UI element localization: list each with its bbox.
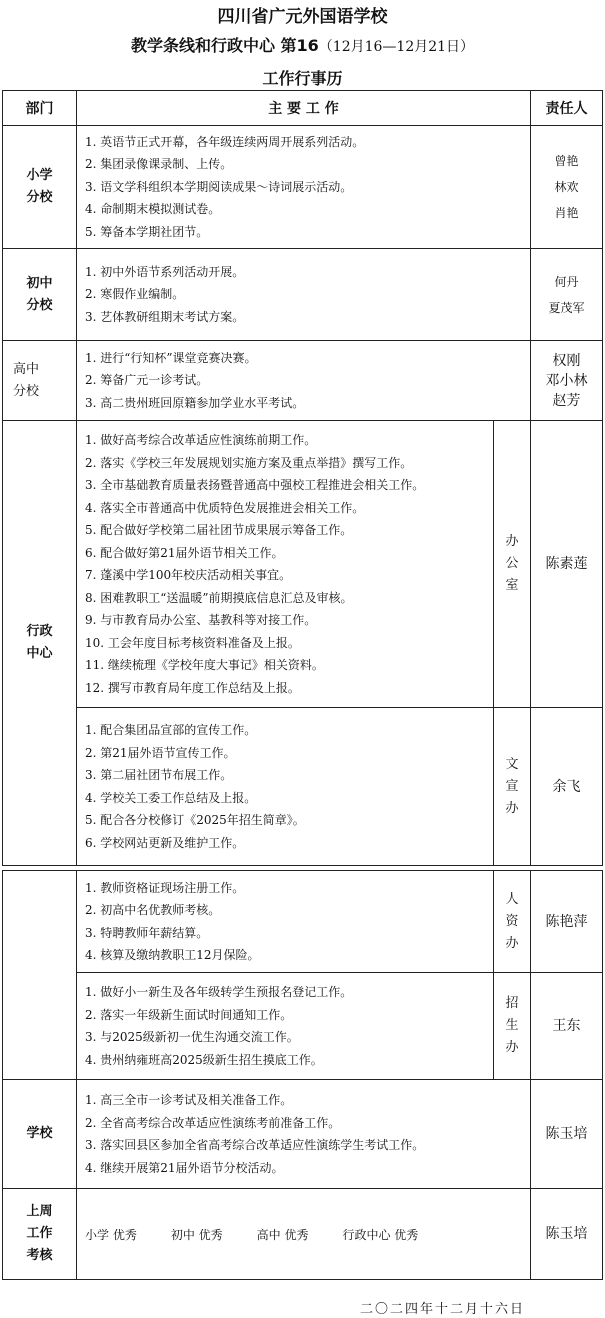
list-item: 3. 特聘教师年薪结算。 (85, 925, 209, 940)
primary-items-cell (76, 125, 531, 249)
admissions-items-cell (76, 972, 494, 1080)
review-result: 高中 优秀 (256, 1227, 309, 1242)
footer-date: 二〇二四年十二月十六日 (360, 1302, 526, 1317)
publicity-items-cell (76, 707, 494, 866)
title-main: 教学条线和行政中心 第16 (130, 36, 319, 55)
publicity-items (77, 719, 305, 854)
list-item: 3. 语文学科组织本学期阅读成果～诗词展示活动。 (85, 179, 353, 194)
office-items-cell (76, 420, 494, 708)
dept-primary (2, 125, 77, 249)
owner-name: 赵芳 (552, 392, 581, 409)
list-item: 11. 继续梳理《学校年度大事记》相关资料。 (85, 658, 324, 672)
review-results (76, 1188, 531, 1280)
senior-items (77, 347, 304, 415)
junior-items-cell (76, 248, 531, 341)
publicity-owner: 余飞 (530, 707, 603, 866)
list-item: 3. 高二贵州班回原籍参加学业水平考试。 (85, 395, 305, 410)
list-item: 3. 与2025级新初一优生沟通交流工作。 (85, 1030, 299, 1044)
list-item: 5. 配合各分校修订《2025年招生简章》。 (85, 813, 305, 827)
list-item: 1. 做好小一新生及各年级转学生预报名登记工作。 (85, 985, 353, 999)
list-item: 3. 艺体教研组期末考试方案。 (85, 309, 245, 324)
admissions-owner: 王东 (530, 972, 603, 1080)
school-name: 四川省广元外国语学校 (217, 7, 388, 27)
list-item: 6. 学校网站更新及维护工作。 (85, 835, 245, 850)
owner-name: 夏茂军 (548, 300, 585, 315)
school-owner: 陈玉培 (530, 1079, 603, 1189)
list-item: 2. 初高中名优教师考核。 (85, 903, 221, 917)
list-item: 4. 贵州纳雍班高2025级新生招生摸底工作。 (85, 1052, 323, 1067)
junior-items (77, 261, 244, 329)
list-item: 5. 筹备本学期社团节。 (85, 224, 209, 239)
list-item: 1. 英语节正式开幕，各年级连续两周开展系列活动。 (85, 134, 365, 149)
hr-subdept (493, 870, 531, 973)
owner-name: 林欢 (554, 180, 579, 194)
list-item: 1. 做好高考综合改革适应性演练前期工作。 (85, 433, 317, 447)
list-item: 2. 集团录像课录制、上传。 (85, 157, 233, 172)
list-item: 8. 困难教职工“送温暖”前期摸底信息汇总及审核。 (85, 590, 353, 605)
list-item: 4. 学校关工委工作总结及上报。 (85, 790, 257, 805)
admissions-subdept (493, 972, 531, 1080)
list-item: 1. 进行“行知杯”课堂竞赛决赛。 (85, 350, 257, 365)
publicity-subdept (493, 707, 531, 866)
office-owner: 陈素莲 (530, 420, 603, 708)
document-subtitle: 工作行事历 (262, 69, 343, 88)
dept-review (2, 1188, 77, 1280)
owner-name: 肖艳 (554, 206, 579, 220)
hr-items (77, 877, 260, 967)
owner-name: 曾艳 (554, 154, 579, 168)
dept-junior-label: 初中分校 (26, 275, 53, 313)
list-item: 7. 蓬溪中学100年校庆活动相关事宜。 (85, 568, 292, 582)
review-result: 行政中心 优秀 (342, 1227, 419, 1242)
list-item: 3. 全市基础教育质量表扬暨普通高中强校工程推进会相关工作。 (85, 478, 425, 492)
school-items-cell (76, 1079, 531, 1189)
dept-senior-label: 高中分校 (13, 361, 40, 399)
hr-items-cell (76, 870, 494, 973)
review-result: 小学 优秀 (85, 1227, 137, 1242)
office-label: 办公室 (505, 534, 519, 593)
list-item: 12. 撰写市教育局年度工作总结及上报。 (85, 680, 300, 695)
list-item: 1. 高三全市一诊考试及相关准备工作。 (85, 1093, 293, 1107)
list-item: 2. 落实《学校三年发展规划实施方案及重点举措》撰写工作。 (85, 455, 413, 470)
office-subdept (493, 420, 531, 708)
dept-admin-continued (2, 870, 77, 1080)
list-item: 4. 命制期末模拟测试卷。 (85, 202, 221, 217)
review-result: 初中 优秀 (170, 1227, 223, 1242)
dept-admin-label: 行政中心 (26, 624, 53, 661)
hr-label: 人资办 (505, 891, 519, 951)
senior-owners (530, 340, 603, 421)
list-item: 1. 教师资格证现场注册工作。 (85, 880, 245, 895)
admissions-label: 招生办 (505, 996, 519, 1055)
owner-name: 何丹 (554, 274, 579, 289)
list-item: 6. 配合做好第21届外语节相关工作。 (85, 545, 284, 560)
list-item: 1. 配合集团品宣部的宣传工作。 (85, 723, 257, 737)
dept-junior (2, 248, 77, 341)
document-title (0, 33, 605, 56)
list-item: 3. 落实回县区参加全省高考综合改革适应性演练学生考试工作。 (85, 1138, 425, 1152)
list-item: 2. 寒假作业编制。 (85, 287, 185, 302)
owner-name: 邓小林 (545, 372, 588, 389)
col-header-dept: 部门 (2, 90, 77, 126)
dept-review-label: 上周工作考核 (26, 1204, 53, 1263)
list-item: 4. 核算及缴纳教职工12月保险。 (85, 948, 260, 962)
list-item: 2. 第21届外语节宣传工作。 (85, 745, 236, 760)
senior-items-cell (76, 340, 531, 421)
dept-primary-label: 小学分校 (26, 168, 53, 205)
hr-owner: 陈艳萍 (530, 870, 603, 973)
list-item: 4. 继续开展第21届外语节分校活动。 (85, 1160, 284, 1175)
title-dates: （12月16—12月21日） (318, 39, 475, 55)
list-item: 1. 初中外语节系列活动开展。 (85, 264, 245, 279)
primary-items (77, 131, 364, 244)
list-item: 9. 与市教育局办公室、基教科等对接工作。 (85, 613, 317, 627)
primary-owners (530, 125, 603, 249)
list-item: 2. 全省高考综合改革适应性演练考前准备工作。 (85, 1115, 341, 1130)
list-item: 4. 落实全市普通高中优质特色发展推进会相关工作。 (85, 500, 365, 515)
list-item: 5. 配合做好学校第二届社团节成果展示筹备工作。 (85, 523, 353, 537)
list-item: 2. 筹备广元一诊考试。 (85, 373, 209, 388)
dept-senior (2, 340, 77, 421)
junior-owners (530, 248, 603, 341)
col-header-content: 主 要 工 作 (76, 90, 531, 126)
list-item: 2. 落实一年级新生面试时间通知工作。 (85, 1007, 293, 1022)
dept-school: 学校 (2, 1079, 77, 1189)
owner-name: 权刚 (552, 352, 581, 369)
admissions-items (77, 981, 352, 1071)
publicity-label: 文宣办 (505, 756, 519, 816)
list-item: 10. 工会年度目标考核资料准备及上报。 (85, 635, 300, 650)
review-owner: 陈玉培 (530, 1188, 603, 1280)
col-header-owner: 责任人 (530, 90, 603, 126)
school-items (77, 1089, 424, 1179)
office-items (77, 429, 424, 699)
dept-admin (2, 420, 77, 866)
list-item: 3. 第二届社团节布展工作。 (85, 768, 233, 782)
